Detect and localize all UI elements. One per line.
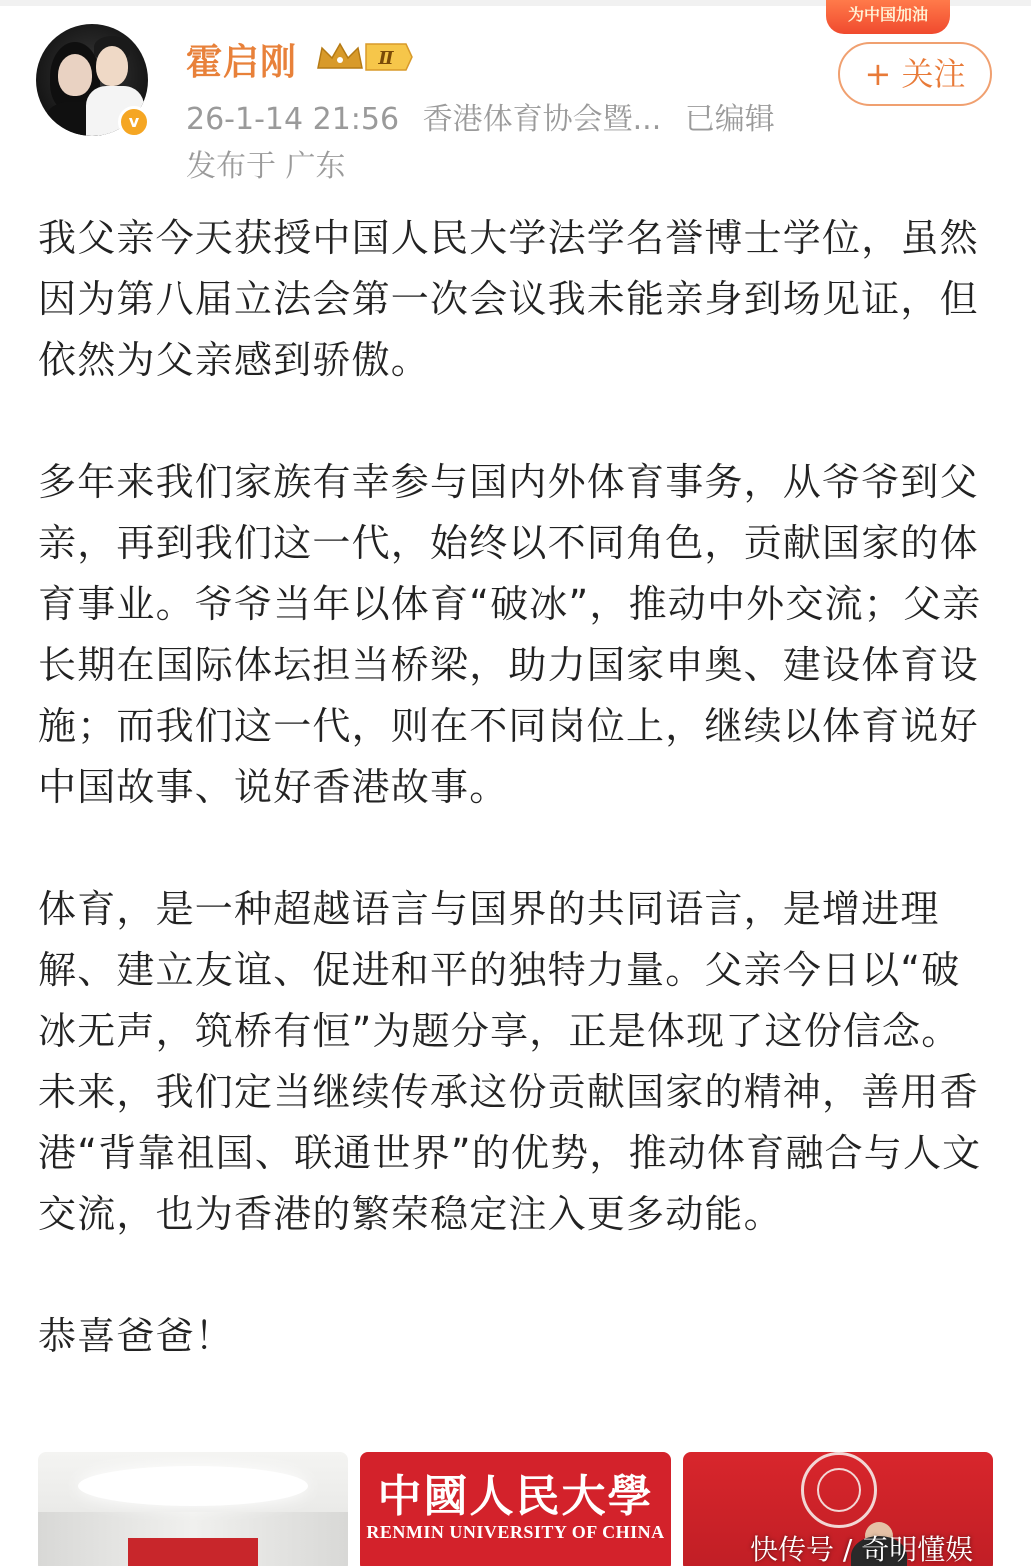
post-paragraph: 多年来我们家族有幸参与国内外体育事务，从爷爷到父亲，再到我们这一代，始终以不同角色，贡献国家的体育事业。爷爷当年以体育“破冰”，推动中外交流；父亲长期在国际体坛担当桥梁，助力国家申奥、建设体育设施；而我们这一代，则在不同岗位上，继续以体育说好中国故事、说好香港故事。 [38,460,982,809]
post-paragraph: 体育，是一种超越语言与国界的共同语言，是增进理解、建立友谊、促进和平的独特力量。父亲今日以“破冰无声，筑桥有恒”为题分享，正是体现了这份信念。未来，我们定当继续传承这份贡献国家的精神，善用香港“背靠祖国、联通世界”的优势，推动体育融合与人文交流，也为香港的繁荣稳定注入更多动能。 [38,887,982,1236]
avatar-figure-face [58,54,92,96]
avatar-figure-face [96,46,128,86]
post-source[interactable]: 香港体育协会暨... [422,102,662,137]
post-paragraph: 恭喜爸爸！ [38,1314,235,1358]
post-image-1[interactable] [38,1452,348,1566]
vip-crown-icon[interactable] [314,40,414,74]
post-body [38,208,988,1367]
post-meta [186,94,789,138]
image-stage [128,1538,258,1566]
follow-button[interactable]: + 关注 [838,42,992,106]
verified-badge-icon: v [118,106,150,138]
watermark: 快传号 / 奇明懂娱 [750,1533,974,1566]
post-paragraph: 我父亲今天获授中国人民大学法学名誉博士学位，虽然因为第八届立法会第一次会议我未能亲身到场见证，但依然为父亲感到骄傲。 [38,216,979,382]
university-seal-inner [817,1468,861,1512]
post-location: 发布于 广东 [186,149,346,184]
username[interactable]: 霍启刚 [186,42,298,83]
crown-gem [337,57,343,63]
image-ceiling-light [78,1466,308,1506]
image-university-name-en: RENMIN UNIVERSITY OF CHINA [366,1522,665,1542]
post-timestamp: 26-1-14 21:56 [186,102,400,137]
image-university-name-cn: 中國人民大學 [377,1471,654,1522]
crown-shape [318,44,362,68]
vip-level-text: Ⅱ [378,48,394,69]
edited-label[interactable]: 已编辑 [684,102,775,137]
post-image-2[interactable] [360,1452,671,1566]
promo-tag[interactable]: 为中国加油 [826,0,950,34]
